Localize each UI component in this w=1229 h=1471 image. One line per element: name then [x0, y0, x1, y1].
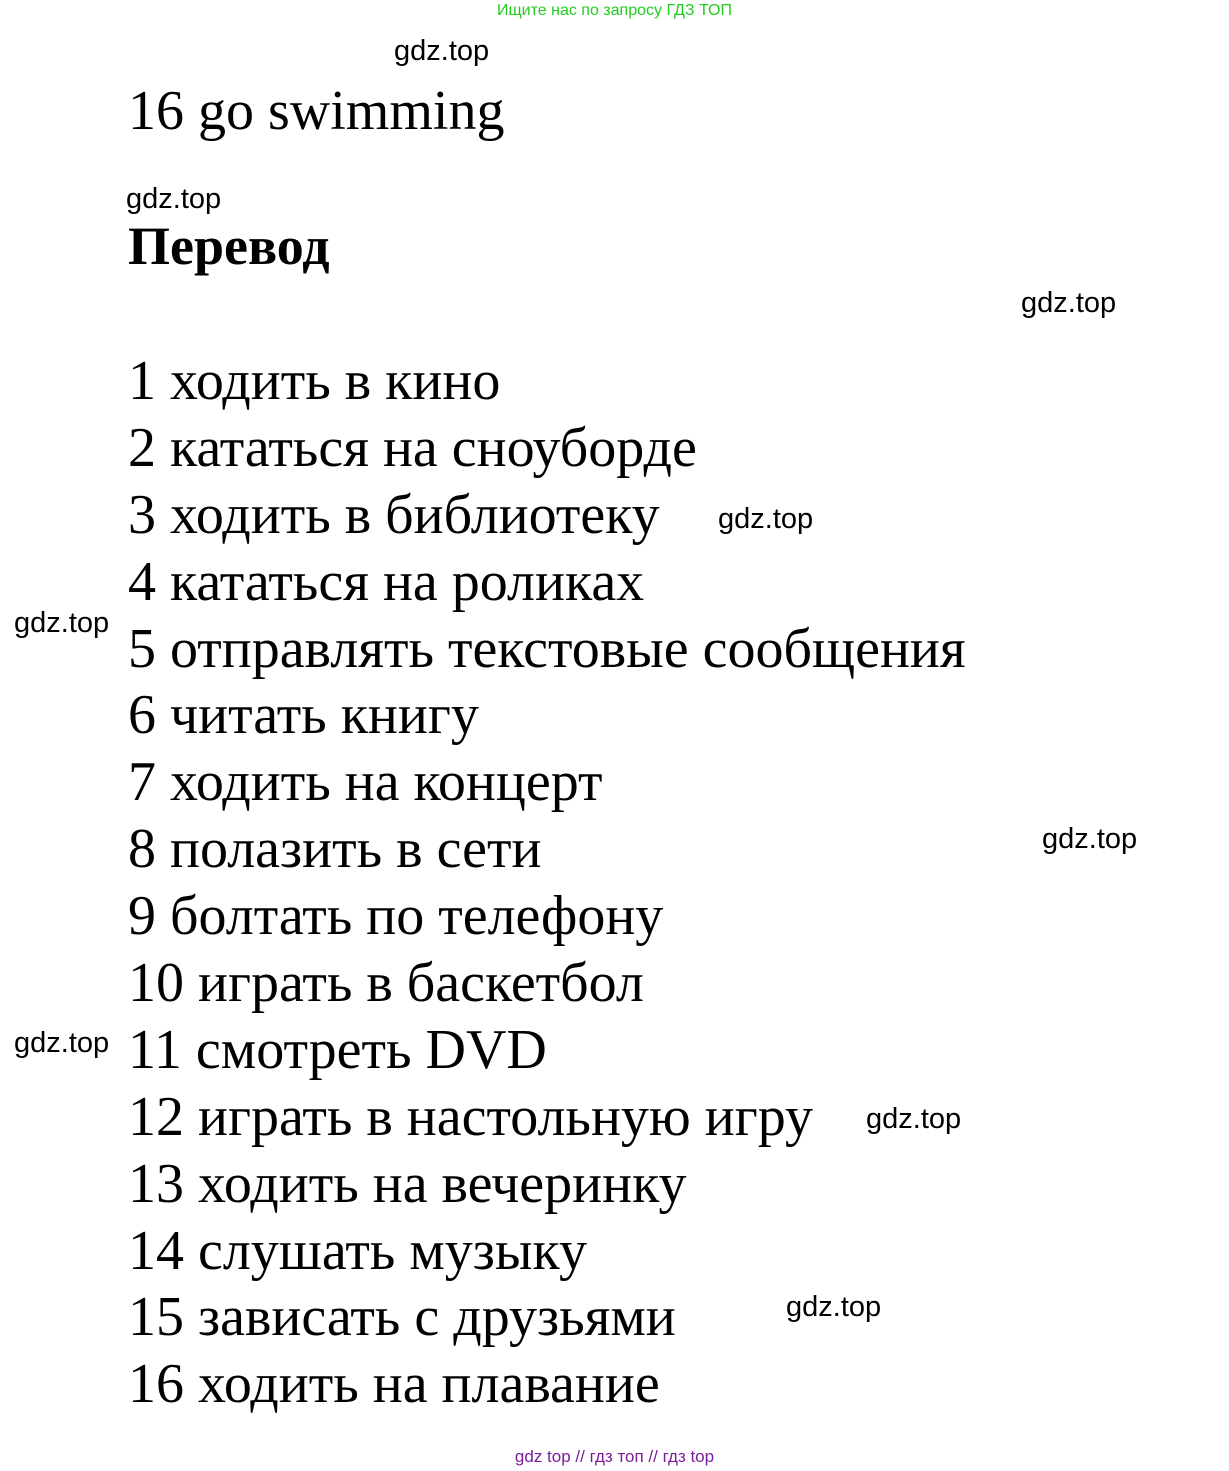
footer-links: gdz top // гдз топ // гдз top [514, 1447, 715, 1466]
watermark: gdz.top [866, 1103, 962, 1135]
translation-item: 6 читать книгу [128, 684, 479, 747]
watermark: gdz.top [14, 607, 110, 639]
watermark: gdz.top [126, 183, 222, 215]
translation-item: 12 играть в настольную игру [128, 1085, 813, 1148]
translation-item: 4 кататься на роликах [128, 550, 645, 613]
watermark: gdz.top [1021, 287, 1117, 319]
translation-item: 7 ходить на концерт [128, 751, 603, 814]
translation-item: 8 полазить в сети [128, 818, 542, 881]
watermark: gdz.top [394, 35, 490, 67]
watermark: gdz.top [786, 1291, 882, 1323]
translation-item: 5 отправлять текстовые сообщения [128, 617, 966, 680]
watermark: gdz.top [718, 503, 814, 535]
english-phrase-16: 16 go swimming [128, 80, 505, 142]
translation-item: 11 смотреть DVD [128, 1018, 547, 1081]
translation-item: 16 ходить на плавание [128, 1353, 660, 1416]
translation-item: 2 кататься на сноуборде [128, 416, 697, 479]
watermark: gdz.top [14, 1027, 110, 1059]
translation-item: 10 играть в баскетбол [128, 952, 644, 1015]
translation-item: 1 ходить в кино [128, 350, 501, 412]
translation-list [128, 348, 966, 1418]
translation-item: 14 слушать музыку [128, 1219, 587, 1282]
watermark: gdz.top [1042, 823, 1138, 855]
translation-item: 13 ходить на вечеринку [128, 1152, 687, 1215]
translation-item: 15 зависать с друзьями [128, 1286, 676, 1349]
translation-heading: Перевод [128, 216, 330, 276]
top-banner: Ищите нас по запросу ГДЗ ТОП [497, 2, 732, 19]
translation-item: 9 болтать по телефону [128, 885, 664, 948]
translation-item: 3 ходить в библиотеку [128, 483, 660, 546]
